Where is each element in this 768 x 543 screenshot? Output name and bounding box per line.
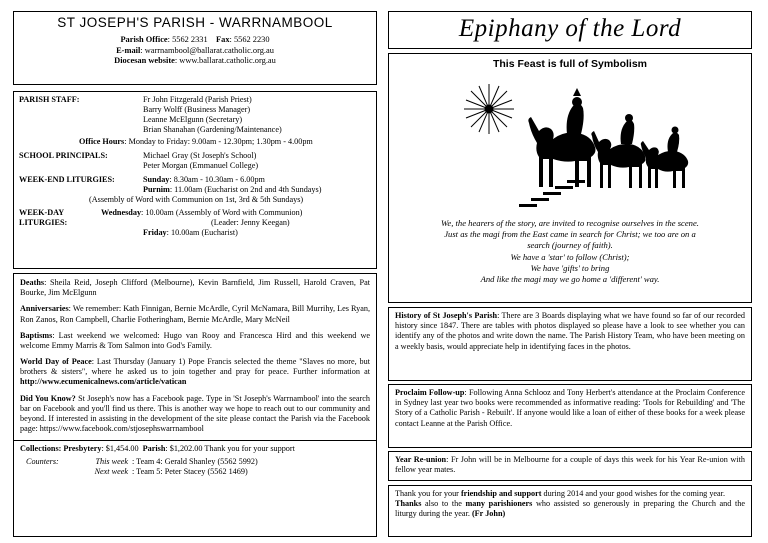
reunion-section <box>388 451 752 481</box>
office-hours-row: Office Hours : Monday to Friday: 9.00am - 12.30pm; 1.30pm - 4.00pm <box>79 137 313 147</box>
parish-header <box>13 11 377 85</box>
weekend-liturgies-row: WEEK-END LITURGIES: Sunday: 8.30am - 10.30am - 6.00pm Purnim: 11.00am (Eucharist on 2nd and 4th Sundays) <box>19 174 322 194</box>
staff-member: Fr John Fitzgerald (Parish Priest) <box>143 95 252 104</box>
staff-member: Brian Shanahan (Gardening/Maintenance) <box>143 124 282 134</box>
principal: Peter Morgan (Emmanuel College) <box>143 161 259 171</box>
history-notice: History of St Joseph's Parish: There are 3 Boards displaying what we have found so far of our recorded history since 1847. There are tables with photos displayed so please have a look to see whether you can identify any of the photos and write down the name. The Parish History Team, who have been meeting on a weekly basis, would appreciate help in identifying faces in the photos. <box>395 311 745 351</box>
website-link[interactable]: : www.ballarat.catholic.org.au <box>174 56 276 66</box>
weekday-liturgies-row: WEEK-DAY LITURGIES: Wednesday: 10.00am (Assembly of Word with Communion) (Leader: Jenny Keegan) <box>19 208 303 228</box>
deaths-notice: Deaths: Sheila Reid, Joseph Clifford (Melbourne), Kevin Barnfield, Jim Russell, Harold Craven, Pat Bourke, Jim McElgunn <box>20 278 370 298</box>
right-column <box>388 11 752 537</box>
staff-section <box>13 91 377 269</box>
principals-row: SCHOOL PRINCIPALS: Michael Gray (St Joseph's School) Peter Morgan (Emmanuel College) <box>19 151 371 171</box>
staff-member: Barry Wolff (Business Manager) <box>143 104 251 114</box>
left-column <box>13 11 377 537</box>
proclaim-section <box>388 384 752 448</box>
website-line: Diocesan website: www.ballarat.catholic.org.au <box>114 56 276 66</box>
vatican-link[interactable]: http://www.ecumenicalnews.com/article/vatican <box>20 377 187 387</box>
thanks-notice: Thank you for your friendship and support during 2014 and your good wishes for the coming year. <box>395 489 726 498</box>
world-day-of-peace-notice: World Day of Peace: Last Thursday (January 1) Pope Francis selected the theme "Slaves no more, but brothers & sisters", where he asked us to join together and pray for peace. Further information at http://www.ecumenicalnews.com/article/vatican <box>20 357 370 387</box>
counters-next-week: Next week : Team 5: Peter Stacey (5562 1469) <box>94 467 248 477</box>
star-icon <box>464 84 514 134</box>
baptisms-notice: Baptisms: Last weekend we welcomed: Hugo van Rooy and Francesca Hird and this weekend we welcome Emmy Marris & Tom Salmon into God's Family. <box>20 330 370 350</box>
collections-line: Collections: Presbytery: $1,454.00 Parish: $1,202.00 Thank you for your support <box>20 444 295 454</box>
office-line: Parish Office: 5562 2331 Fax: 5562 2230 <box>120 35 270 45</box>
email-line: E-mail: warrnambool@ballarat.catholic.org.au <box>116 45 274 55</box>
parish-name: ST JOSEPH'S PARISH - WARRNAMBOOL <box>57 15 333 30</box>
magi-camels-illustration <box>449 76 709 216</box>
friday-row: Friday : 10.00am (Eucharist) <box>143 228 238 238</box>
symbolism-heading: This Feast is full of Symbolism <box>492 58 648 70</box>
thanks-parishioners-notice: Thanks also to the many parishioners who assisted so generously in preparing the Church and the liturgy during the year. (Fr John) <box>395 499 746 519</box>
facebook-notice: Did You Know? St Joseph's now has a Facebook page. Type in 'St Joseph's Warrnambool' into the search bar on Facebook and you'll find us there. This is another way we hope to reach out to our community and beyond. If interested in assisting in the development of the site please contact the Parish via the Facebook page: https://www.facebook.com/stjosephswarrnambool <box>20 393 370 434</box>
reunion-notice: Year Re-union: Fr John will be in Melbourne for a couple of days this week for his Year Re-union with fellow year mates. <box>395 455 745 475</box>
principal: Michael Gray (St Joseph's School) <box>143 151 257 161</box>
history-section <box>388 307 752 381</box>
camel-silhouettes <box>528 88 688 188</box>
symbolism-section <box>388 53 752 303</box>
feast-title-box <box>388 11 752 49</box>
weekend-assembly: (Assembly of Word with Communion on 1st, 3rd & 5th Sundays) <box>89 194 304 204</box>
thanks-section <box>388 485 752 537</box>
feast-title: Epiphany of the Lord <box>458 15 682 42</box>
proclaim-notice: Proclaim Follow-up: Following Anna Schlooz and Tony Herbert's attendance at the Proclaim Conference in Sydney last year two books were recommended as informative reading: 'Tools for Rebuilding' and 'The Story of a Catholic Parish - Rebuilt'. If anyone would like a loan of either of these books for a week please contact Leanne at the Parish Office. <box>395 388 745 428</box>
counters-this-week: Counters: This week : Team 4: Gerald Shanley (5562 5992) <box>26 457 258 467</box>
staff-member: Leanne McElgunn (Secretary) <box>143 114 243 124</box>
anniversaries-notice: Anniversaries: We remember: Kath Finnigan, Bernie McArdle, Cyril McNamara, Bill Murrihy, Les Ryan, Ron Zanos, Ron Campbell, Charlie Fotheringham, Bernie McArdle, Mary McNeil <box>20 304 370 324</box>
parish-staff-row: PARISH STAFF: Fr John Fitzgerald (Parish Priest) Barry Wolff (Business Manager) Leanne McElgunn (Secretary) Brian Shanahan (Gardening/Maintenance) <box>19 95 371 134</box>
epiphany-verse: We, the hearers of the story, are invited to recognise ourselves in the scene. Just as the magi from the East came in search for Christ; we too are on a search (journey of faith). We have a 'star' to follow (Christ); We have 'gifts' to bring And like the magi may we go home a 'different' way. <box>441 218 699 284</box>
email-link[interactable]: : warrnambool@ballarat.catholic.org.au <box>140 45 274 55</box>
news-section <box>13 273 377 537</box>
